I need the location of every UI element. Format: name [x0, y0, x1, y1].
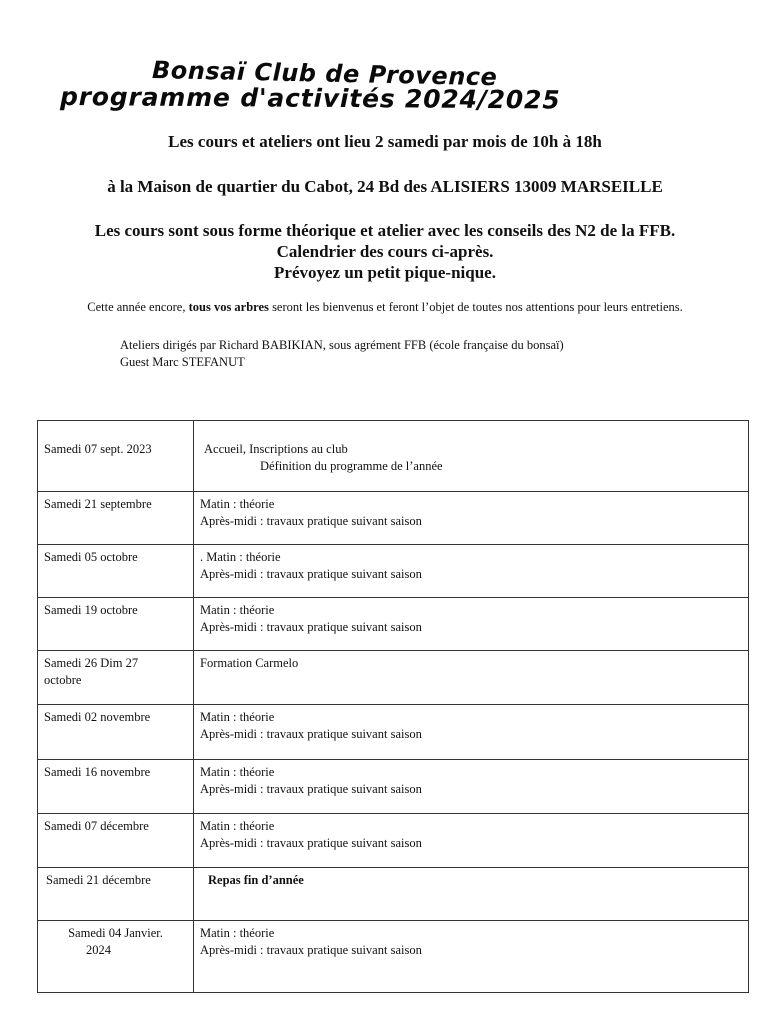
- table-row: [38, 705, 749, 760]
- date-text: Samedi 04 Janvier.: [68, 926, 163, 940]
- activity-line: . Matin : théorie: [200, 550, 281, 564]
- date-text: Samedi 05 octobre: [44, 550, 138, 564]
- date-cell: [38, 921, 194, 993]
- date-text: octobre: [44, 673, 82, 687]
- intro-bold: tous vos arbres: [188, 300, 269, 314]
- date-text: Samedi 21 décembre: [46, 873, 151, 887]
- activity-line: Matin : théorie: [200, 497, 275, 511]
- activity-cell: [194, 651, 749, 705]
- activity-cell: [194, 545, 749, 598]
- date-text: Samedi 07 décembre: [44, 819, 149, 833]
- date-text: Samedi 02 novembre: [44, 710, 151, 724]
- intro-suffix: seront les bienvenus et feront l’objet de toutes nos attentions pour leurs entretiens.: [268, 300, 683, 314]
- date-cell: [38, 492, 194, 545]
- activity-line: Matin : théorie: [200, 710, 275, 724]
- table-row: [38, 921, 749, 993]
- activity-cell: [194, 814, 749, 868]
- table-row: [38, 421, 749, 492]
- activity-line: Matin : théorie: [200, 819, 275, 833]
- credits: [120, 337, 564, 371]
- activity-line: Après-midi : travaux pratique suivant saison: [200, 620, 422, 634]
- date-text: Samedi 26 Dim 27: [44, 656, 139, 670]
- activity-cell: [194, 921, 749, 993]
- schedule-info: Les cours et ateliers ont lieu 2 samedi par mois de 10h à 18h: [168, 132, 602, 151]
- date-cell: [38, 814, 194, 868]
- table-row: [38, 760, 749, 814]
- table-row: [38, 651, 749, 705]
- date-cell: [38, 651, 194, 705]
- table-row: [38, 492, 749, 545]
- date-text: Samedi 19 octobre: [44, 603, 138, 617]
- activity-cell: [194, 868, 749, 921]
- format-info: Les cours sont sous forme théorique et atelier avec les conseils des N2 de la FFB.: [94, 221, 676, 240]
- activity-line: Après-midi : travaux pratique suivant saison: [200, 727, 422, 741]
- date-text: Samedi 16 novembre: [44, 765, 151, 779]
- title-club-name: Bonsaï Club de Provence: [151, 56, 498, 92]
- activity-line: Formation Carmelo: [200, 656, 299, 670]
- activity-line: Matin : théorie: [200, 603, 275, 617]
- table-row: [38, 545, 749, 598]
- picnic-info: Prévoyez un petit pique-nique.: [274, 263, 496, 282]
- activity-cell: [194, 598, 749, 651]
- date-text: 2024: [86, 943, 111, 957]
- date-text: Samedi 21 septembre: [44, 497, 152, 511]
- activity-cell: [194, 705, 749, 760]
- date-cell: [38, 760, 194, 814]
- intro-prefix: Cette année encore,: [87, 300, 189, 314]
- date-cell: [38, 421, 194, 492]
- activity-line: Matin : théorie: [200, 765, 275, 779]
- date-cell: [38, 598, 194, 651]
- credits-workshop-lead: Ateliers dirigés par Richard BABIKIAN, sous agrément FFB (école française du bonsaï): [120, 338, 564, 352]
- address-info: à la Maison de quartier du Cabot, 24 Bd des ALISIERS 13009 MARSEILLE: [107, 177, 663, 196]
- table-row: [38, 868, 749, 921]
- activity-line: Après-midi : travaux pratique suivant saison: [200, 836, 422, 850]
- activity-line: Matin : théorie: [200, 926, 275, 940]
- table-row: [38, 814, 749, 868]
- calendar-info: Calendrier des cours ci-après.: [276, 242, 494, 261]
- activity-cell: [194, 492, 749, 545]
- credits-guest: Guest Marc STEFANUT: [120, 355, 245, 369]
- table-row: [38, 598, 749, 651]
- activity-line: Après-midi : travaux pratique suivant saison: [200, 782, 422, 796]
- activity-line: Définition du programme de l’année: [260, 459, 443, 473]
- activity-cell: [194, 760, 749, 814]
- activity-line: Après-midi : travaux pratique suivant saison: [200, 514, 422, 528]
- schedule-table: [37, 420, 749, 993]
- title-program: programme d'activités 2024/2025: [59, 82, 561, 115]
- date-cell: [38, 545, 194, 598]
- date-cell: [38, 868, 194, 921]
- activity-cell: [194, 421, 749, 492]
- date-cell: [38, 705, 194, 760]
- activity-line: Après-midi : travaux pratique suivant saison: [200, 567, 422, 581]
- activity-line: Accueil, Inscriptions au club: [204, 442, 348, 456]
- intro-paragraph: [0, 300, 770, 315]
- activity-line: Repas fin d’année: [208, 873, 304, 887]
- activity-line: Après-midi : travaux pratique suivant saison: [200, 943, 422, 957]
- date-text: Samedi 07 sept. 2023: [44, 442, 152, 456]
